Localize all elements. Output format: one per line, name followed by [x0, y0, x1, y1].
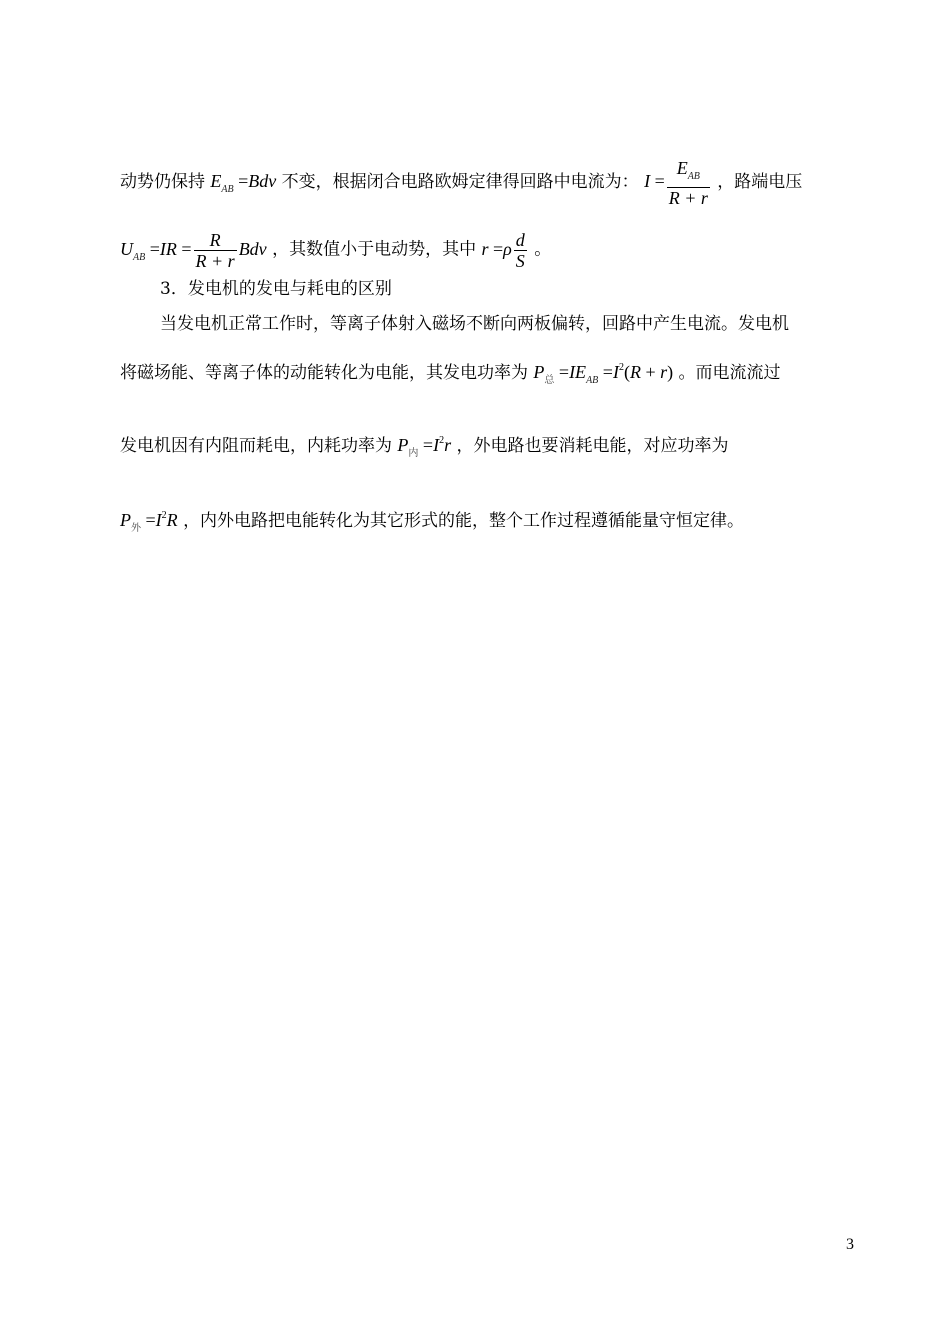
formula-r: r =ρ $\frac{d}{S}$ — [481, 230, 525, 271]
text-segment: ，外电路也要消耗电能，对应功率为 — [456, 436, 729, 456]
text-segment: 动势仍保持 — [120, 172, 205, 193]
formula-p-total: $P_总 =IE_{AB} =I^2(R + r)$ — [533, 362, 674, 386]
paragraph-line-5 — [120, 430, 728, 465]
formula-e-ab: $E_{AB} =Bdv$ — [210, 171, 277, 196]
paragraph-line-3: 当发电机正常工作时，等离子体射入磁场不断向两板偏转，回路中产生电流。发电机 — [160, 314, 789, 334]
paragraph-line-2 — [120, 230, 551, 271]
paragraph-line-6 — [120, 505, 744, 540]
text-segment: 。 — [534, 239, 552, 260]
text-segment: ，内外电路把电能转化为其它形式的能，整个工作过程遵循能量守恒定律。 — [183, 511, 745, 531]
paragraph-line-4 — [120, 357, 781, 392]
page-number: 3 — [846, 1236, 854, 1253]
text-segment: ，其数值小于电动势，其中 — [272, 239, 477, 260]
text-segment: 。而电流流过 — [678, 363, 781, 383]
paragraph-line-1 — [120, 158, 802, 208]
text-segment: 不变，根据闭合电路欧姆定律得回路中电流为： — [281, 172, 639, 193]
formula-u-ab: $U_{AB} =IR$ = $\frac{R}{R + r}$ Bdv — [120, 230, 267, 271]
formula-p-internal: $P_内 =I^2r$ — [397, 435, 452, 459]
formula-current: I = $\frac{E_{AB}}{R + r}$ — [644, 158, 708, 208]
section-heading: 3．发电机的发电与耗电的区别 — [160, 279, 392, 299]
formula-p-external: $P_外 =I^2R$ — [120, 510, 178, 534]
text-segment: 发电机因有内阻而耗电，内耗功率为 — [120, 436, 392, 456]
text-segment: 将磁场能、等离子体的动能转化为电能，其发电功率为 — [120, 363, 528, 383]
text-segment: ，路端电压 — [717, 172, 803, 193]
